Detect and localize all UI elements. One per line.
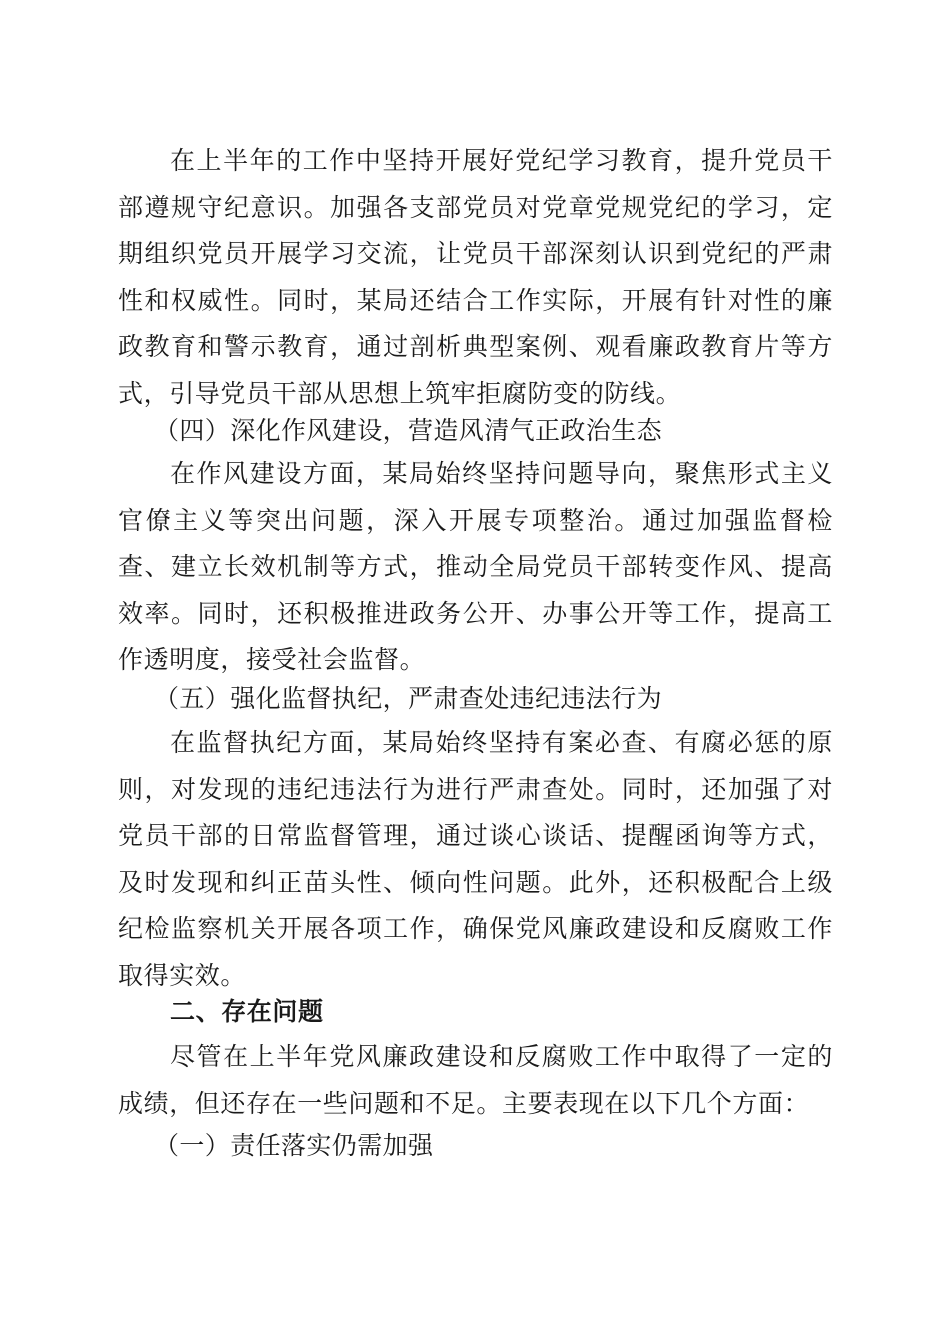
section-heading-existing-problems: 二、存在问题: [170, 997, 324, 1026]
paragraph-supervision-discipline: 在监督执纪方面，某局始终坚持有案必查、有腐必惩的原则，对发现的违纪违法行为进行严肃查处。同时，还加强了对党员干部的日常监督管理，通过谈心谈话、提醒函询等方式，及时发现和纠正苗头性、倾向性问题。此外，还积极配合上级纪检监察机关开展各项工作，确保党风廉政建设和反腐败工作取得实效。: [118, 728, 833, 990]
paragraph-problems-intro: 尽管在上半年党风廉政建设和反腐败工作中取得了一定的成绩，但还存在一些问题和不足。主要表现在以下几个方面：: [118, 1042, 833, 1118]
paragraph-party-discipline-education: 在上半年的工作中坚持开展好党纪学习教育，提升党员干部遵规守纪意识。加强各支部党员对党章党规党纪的学习，定期组织党员开展学习交流，让党员干部深刻认识到党纪的严肃性和权威性。同时，某局还结合工作实际，开展有针对性的廉政教育和警示教育，通过剖析典型案例、观看廉政教育片等方式，引导党员干部从思想上筑牢拒腐防变的防线。: [118, 146, 833, 408]
subheading-style-building: （四）深化作风建设，营造风清气正政治生态: [154, 416, 663, 445]
subheading-supervision-discipline: （五）强化监督执纪，严肃查处违纪违法行为: [154, 684, 663, 713]
paragraph-style-building: 在作风建设方面，某局始终坚持问题导向，聚焦形式主义官僚主义等突出问题，深入开展专项整治。通过加强监督检查、建立长效机制等方式，推动全局党员干部转变作风、提高效率。同时，还积极推进政务公开、办事公开等工作，提高工作透明度，接受社会监督。: [118, 459, 833, 674]
subheading-responsibility-implementation: （一）责任落实仍需加强: [154, 1131, 434, 1160]
